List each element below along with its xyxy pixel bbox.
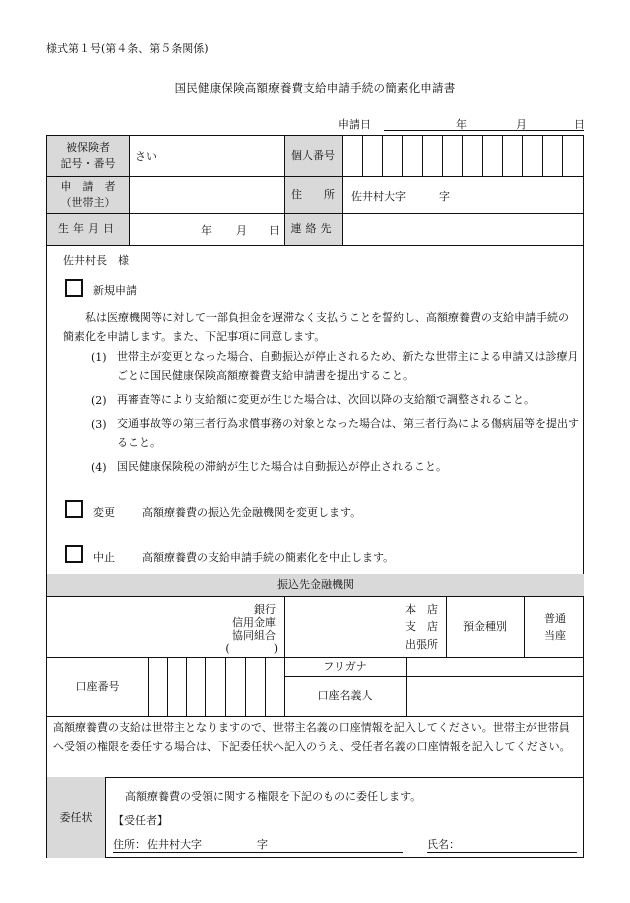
account-holder-label: 口座名義人: [317, 689, 373, 703]
item-number: (3): [91, 418, 107, 431]
contact-label: 連絡先: [284, 213, 342, 245]
item-number: (4): [91, 461, 107, 474]
applicant-name-field[interactable]: [129, 176, 284, 213]
branch-type-sub: 出張所: [405, 638, 438, 651]
item-text: 国民健康保険税の滞納が生じた場合は自動振込が停止されること。: [117, 460, 447, 473]
proxy-address-label: 住所：: [113, 838, 146, 851]
intro-paragraph: 私は医療機関等に対して一部負担金を遅滞なく支払うことを誓約し、高額療養費の支給申請手続の簡素化を申請します。また、下記事項に同意します。: [63, 311, 569, 343]
account-holder-field[interactable]: [406, 676, 584, 716]
furigana-label: フリガナ: [323, 659, 367, 673]
cancel-checkbox[interactable]: [65, 545, 83, 563]
contact-field[interactable]: [342, 213, 584, 245]
deposit-type-ordinary[interactable]: 普通: [544, 612, 566, 625]
branch-type-branch: 支 店: [405, 620, 438, 633]
item-number: (1): [91, 351, 107, 364]
application-date-label: 申請日: [338, 118, 371, 131]
bank-section-title: 振込先金融機関: [47, 574, 584, 596]
form-number: 様式第１号(第４条、第５条関係): [46, 42, 209, 55]
insured-number-label: 被保険者 記号・番号: [47, 136, 129, 176]
application-date-row: [338, 116, 584, 132]
date-year-label: 年: [456, 118, 467, 131]
addressee: 佐井村長 様: [63, 254, 129, 267]
birth-date-label: 生年月日: [47, 213, 129, 245]
account-number-input[interactable]: [148, 657, 284, 716]
account-number-label: 口座番号: [75, 679, 120, 693]
proxy-name-label: 氏名：: [427, 838, 460, 851]
new-application-label: 新規申請: [93, 284, 137, 297]
date-month-label: 月: [516, 118, 527, 131]
insured-number-value[interactable]: さい: [135, 150, 157, 163]
cancel-text: 高額療養費の支給申請手続の簡素化を中止します。: [142, 551, 395, 564]
application-form: [46, 135, 584, 858]
furigana-field[interactable]: [406, 657, 584, 676]
application-date-field[interactable]: [384, 130, 584, 131]
proxy-name-field[interactable]: [427, 852, 577, 853]
bank-type-kyodo: 協同組合: [232, 629, 276, 642]
cancel-label: 中止: [93, 551, 115, 564]
birth-day-label: 日: [269, 224, 280, 237]
change-label: 変更: [93, 506, 115, 519]
bank-type-shinkin: 信用金庫: [232, 616, 276, 629]
bank-type-bank: 銀行: [254, 603, 276, 616]
deposit-type-current[interactable]: 当座: [544, 629, 566, 642]
notice-text: 高額療養費の支給は世帯主となりますので、世帯主名義の口座情報を記入してください。世帯主が世帯員へ受領の権限を委任する場合は、下記委任状へ記入のうえ、受任者名義の口座情報を記入してください。: [53, 721, 571, 753]
branch-name-field[interactable]: [284, 596, 446, 657]
personal-number-label: 個人番号: [284, 136, 342, 176]
document-title: 国民健康保険高額療養費支給申請手続の簡素化申請書: [174, 81, 456, 95]
applicant-label: 申 請 者 （世帯主）: [47, 176, 129, 213]
branch-type-main: 本 店: [405, 603, 438, 616]
deposit-type-label: 預金種別: [463, 619, 507, 633]
change-checkbox[interactable]: [65, 500, 83, 518]
address-value[interactable]: 佐井村大字 字: [351, 190, 450, 203]
address-label: 住 所: [284, 176, 342, 213]
deposit-type-options[interactable]: [524, 596, 584, 657]
date-day-label: 日: [574, 118, 585, 131]
item-text: 再審査等により支給額に変更が生じた場合は、次回以降の支給額で調整されること。: [117, 393, 535, 406]
item-text: 世帯主が変更となった場合、自動振込が停止されるため、新たな世帯主による申請又は診療月ごとに国民健康保険高額療養費支給申請書を提出すること。: [117, 350, 579, 382]
proxy-label: 委任状: [47, 777, 105, 858]
new-application-checkbox[interactable]: [65, 279, 83, 297]
birth-year-label: 年: [201, 224, 212, 237]
item-text: 交通事故等の第三者行為求償事務の対象となった場合は、第三者行為による傷病届等を提出すること。: [117, 417, 579, 449]
bank-name-field[interactable]: [47, 596, 284, 657]
proxy-statement: 高額療養費の受領に関する権限を下記のものに委任します。: [125, 790, 422, 803]
birth-month-label: 月: [236, 224, 247, 237]
proxy-address-value[interactable]: 佐井村大字 字: [147, 838, 268, 851]
personal-number-input[interactable]: [342, 136, 584, 176]
item-number: (2): [91, 394, 107, 407]
proxy-heading: 【受任者】: [113, 814, 168, 827]
change-text: 高額療養費の振込先金融機関を変更します。: [142, 506, 362, 519]
bank-type-other: ( ): [225, 642, 278, 655]
birth-date-field[interactable]: [129, 213, 284, 245]
